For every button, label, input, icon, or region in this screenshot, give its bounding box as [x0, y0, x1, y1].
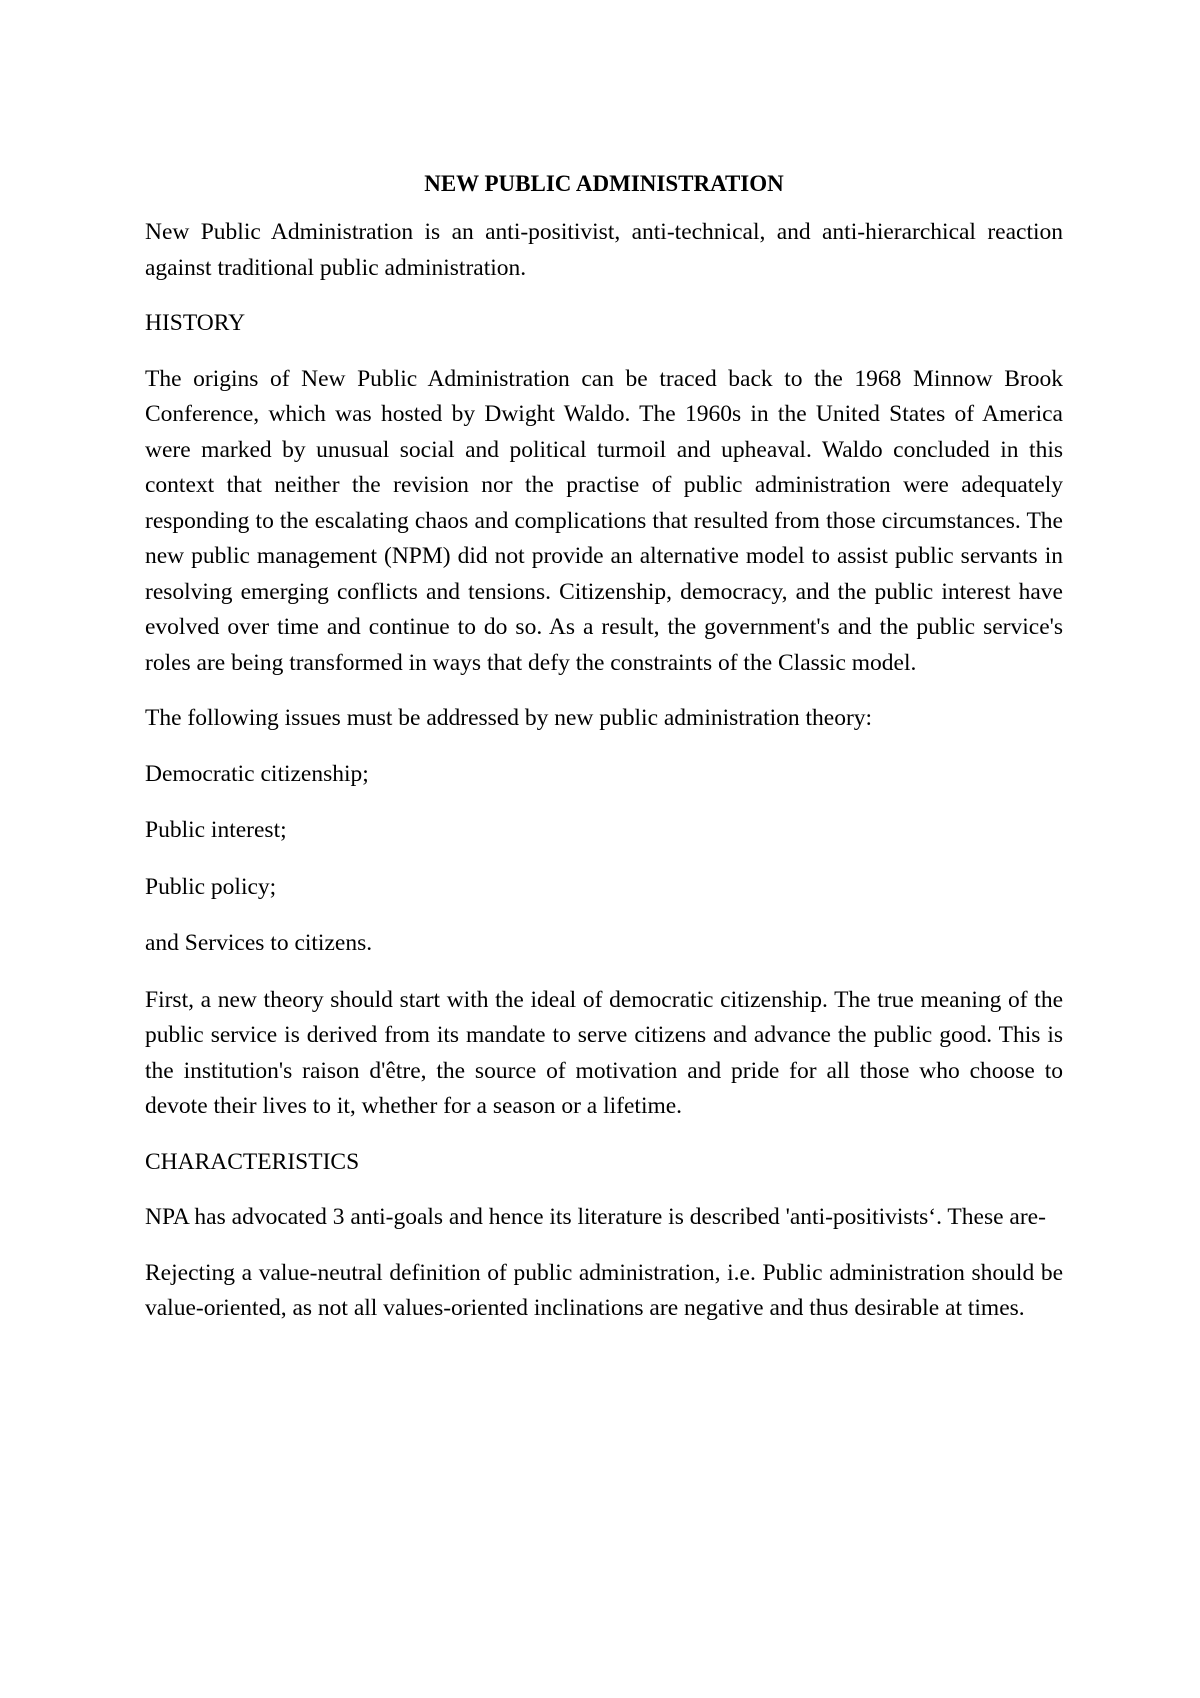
page-title: NEW PUBLIC ADMINISTRATION — [424, 171, 784, 196]
document-body — [145, 166, 1063, 1347]
characteristics-paragraph: NPA has advocated 3 anti-goals and hence its literature is described 'anti-positivists‘. These are- — [145, 1204, 1046, 1230]
history-paragraph: The origins of New Public Administration can be traced back to the 1968 Minnow Brook Conference, which was hosted by Dwight Waldo. The 1960s in the United States of America were marked by unusual social and political turmoil and upheaval. Waldo concluded in this context that neither the revision nor the practise of public administration were adequately responding to the escalating chaos and complications that resulted from those circumstances. The new public management (NPM) did not provide an alternative model to assist public servants in resolving emerging conflicts and tensions. Citizenship, democracy, and the public interest have evolved over time and continue to do so. As a result, the government's and the public service's roles are being transformed in ways that defy the constraints of the Classic model. — [145, 365, 1063, 676]
rejecting-paragraph: Rejecting a value-neutral definition of public administration, i.e. Public administration should be value-oriented, as not all values-oriented inclinations are negative and thus desirable at times. — [145, 1259, 1063, 1321]
history-heading: HISTORY — [145, 310, 246, 336]
issues-intro: The following issues must be addressed by new public administration theory: — [145, 705, 873, 731]
characteristics-heading: CHARACTERISTICS — [145, 1148, 360, 1175]
issue-item: Public interest; — [145, 817, 287, 843]
first-paragraph: First, a new theory should start with the ideal of democratic citizenship. The true meaning of the public service is derived from its mandate to serve citizens and advance the public good. This is the institution's raison d'être, the source of motivation and pride for all those who choose to devote their lives to it, whether for a season or a lifetime. — [145, 986, 1063, 1119]
intro-paragraph: New Public Administration is an anti-positivist, anti-technical, and anti-hierarchical reaction against traditional public administration. — [145, 219, 1063, 281]
issue-item: and Services to citizens. — [145, 930, 373, 956]
issue-item: Public policy; — [145, 873, 277, 900]
issue-item: Democratic citizenship; — [145, 760, 369, 787]
